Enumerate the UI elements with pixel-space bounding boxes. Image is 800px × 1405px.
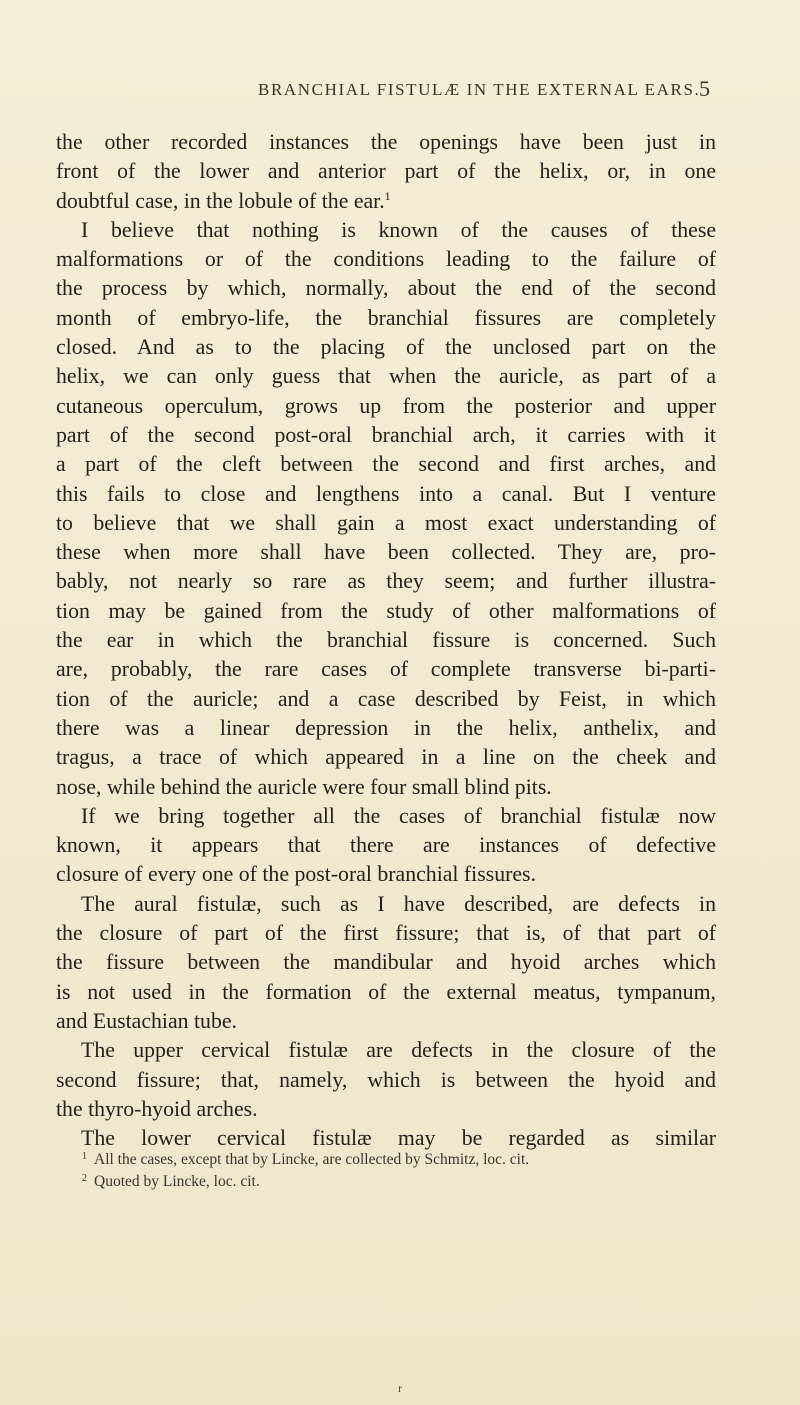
text-line: known, it appears that there are instances of defective xyxy=(56,833,716,858)
text-line: bably, not nearly so rare as they seem; and further illustra- xyxy=(56,569,716,594)
text-line: The lower cervical fistulæ may be regarded as similar xyxy=(81,1126,716,1151)
footnote-ref-1: 1 xyxy=(384,188,391,203)
text-line: tragus, a trace of which appeared in a line on the cheek and xyxy=(56,745,716,770)
text-line: the ear in which the branchial fissure is concerned. Such xyxy=(56,628,716,653)
text-line: I believe that nothing is known of the causes of these xyxy=(81,217,716,242)
text-line: these when more shall have been collected. They are, pro- xyxy=(56,540,716,565)
text-line: a part of the cleft between the second and first arches, and xyxy=(56,452,716,477)
text-line xyxy=(56,187,716,216)
text-line: nose, while behind the auricle were four small blind pits. xyxy=(56,774,552,799)
text-line: second fissure; that, namely, which is between the hyoid and xyxy=(56,1067,716,1092)
page-number: 5 xyxy=(699,76,710,101)
text-line: is not used in the formation of the external meatus, tympanum, xyxy=(56,979,716,1004)
text-line: the other recorded instances the openings have been just in xyxy=(56,130,716,154)
text-line: malformations or of the conditions leading to the failure of xyxy=(56,247,716,272)
body-text xyxy=(56,128,716,1153)
text-line: the thyro-hyoid arches. xyxy=(56,1096,258,1121)
text-line: tion of the auricle; and a case described by Feist, in which xyxy=(56,686,716,711)
text-line: cutaneous operculum, grows up from the posterior and upper xyxy=(56,393,716,418)
text-line-content: doubtful case, in the lobule of the ear. xyxy=(56,188,385,213)
running-head: BRANCHIAL FISTULÆ IN THE EXTERNAL EARS. xyxy=(258,80,701,99)
text-line: part of the second post-oral branchial arch, it carries with it xyxy=(56,422,716,447)
text-line: are, probably, the rare cases of complete transverse bi-parti- xyxy=(56,657,716,682)
footnote-1 xyxy=(82,1149,722,1171)
text-line: the closure of part of the first fissure; that is, of that part of xyxy=(56,921,716,946)
text-line: front of the lower and anterior part of the helix, or, in one xyxy=(56,159,716,184)
text-line: tion may be gained from the study of other malformations of xyxy=(56,598,716,623)
text-line: the fissure between the mandibular and hyoid arches which xyxy=(56,950,716,975)
footnote-text: All the cases, except that by Lincke, are collected by Schmitz, loc. cit. xyxy=(94,1151,530,1168)
footnote-mark: 2 xyxy=(82,1173,87,1184)
text-line: and Eustachian tube. xyxy=(56,1008,237,1033)
footnote-text: Quoted by Lincke, loc. cit. xyxy=(94,1173,260,1190)
text-line: If we bring together all the cases of branchial fistulæ now xyxy=(81,803,716,828)
text-line: to believe that we shall gain a most exact understanding of xyxy=(56,510,716,535)
text-line: month of embryo-life, the branchial fissures are completely xyxy=(56,305,716,330)
text-line: helix, we can only guess that when the auricle, as part of a xyxy=(56,364,716,389)
text-line: The aural fistulæ, such as I have described, are defects in xyxy=(81,891,716,916)
text-line: The upper cervical fistulæ are defects in the closure of the xyxy=(81,1038,716,1063)
footnotes xyxy=(82,1149,722,1193)
text-line: closure of every one of the post-oral branchial fissures. xyxy=(56,862,536,887)
footnote-mark: 1 xyxy=(82,1151,87,1162)
text-line: the process by which, normally, about the end of the second xyxy=(56,276,716,301)
text-line: closed. And as to the placing of the unclosed part on the xyxy=(56,335,716,360)
signature-mark: r xyxy=(398,1381,402,1395)
text-line: there was a linear depression in the helix, anthelix, and xyxy=(56,715,716,740)
text-line: this fails to close and lengthens into a canal. But I venture xyxy=(56,481,716,506)
footnote-2 xyxy=(82,1171,722,1193)
